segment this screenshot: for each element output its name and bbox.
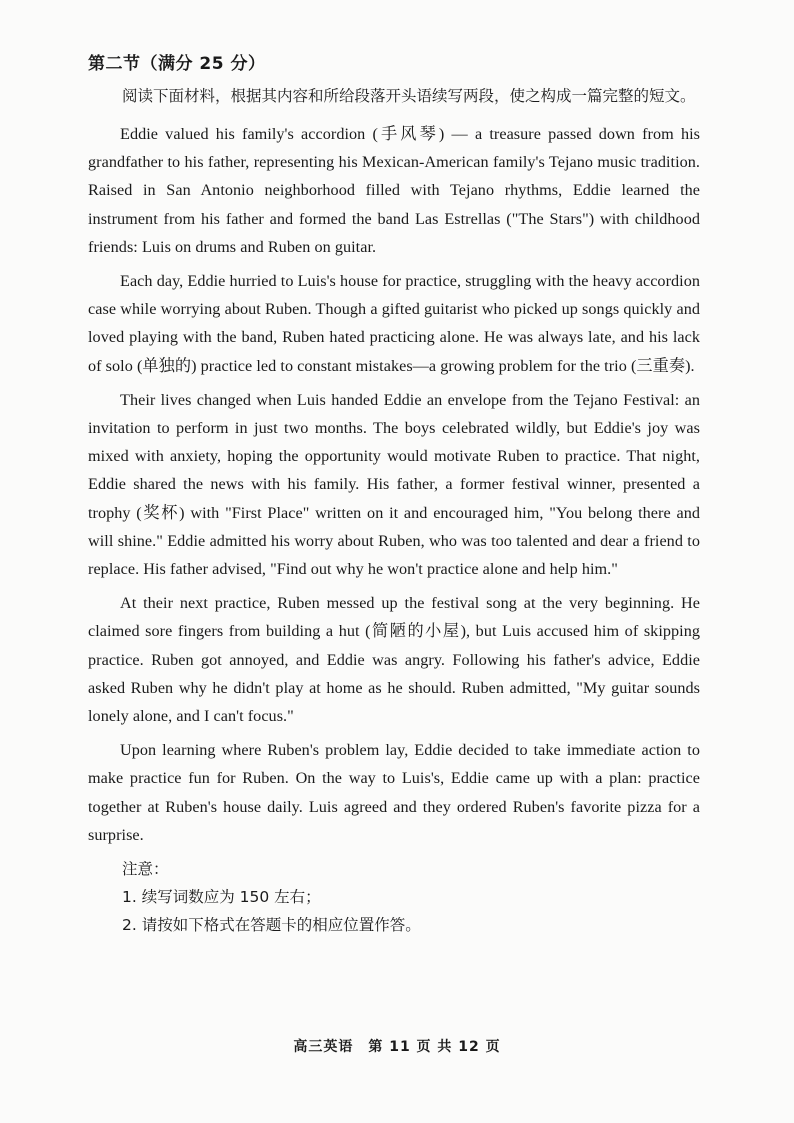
- passage-paragraph-4: At their next practice, Ruben messed up the festival song at the very beginning. He claimed sore fingers from building a hut (简陋的小屋), but Luis accused him of skipping practice. Ruben got annoyed, and Eddie was angry. Following his father's advice, Eddie asked Ruben why he didn't play at home as he should. Ruben admitted, "My guitar sounds lonely alone, and I can't focus.": [88, 594, 700, 726]
- notes-block: [88, 855, 700, 939]
- passage-paragraph-3: Their lives changed when Luis handed Eddie an envelope from the Tejano Festival: an invitation to perform in just two months. The boys celebrated wildly, but Eddie's joy was mixed with anxiety, hoping the opportunity would motivate Ruben to practice. That night, Eddie shared the news with his family. His father, a former festival winner, presented a trophy (奖杯) with "First Place" written on it and encouraged him, "You belong there and will shine." Eddie admitted his worry about Ruben, who was too talented and dear a friend to replace. His father advised, "Find out why he won't practice alone and help him.": [88, 390, 700, 579]
- page-content: [88, 50, 700, 939]
- notes-title: 注意：: [122, 860, 169, 879]
- passage-paragraph-1: Eddie valued his family's accordion (手风琴) — a treasure passed down from his grandfather to his father, representing his Mexican-American family's Tejano music tradition. Raised in San Antonio neighborhood filled with Tejano rhythms, Eddie learned the instrument from his father and formed the band Las Estrellas ("The Stars") with childhood friends: Luis on drums and Ruben on guitar.: [88, 125, 700, 256]
- section-title: 第二节（满分 25 分）: [88, 54, 266, 74]
- section-instruction: 阅读下面材料，根据其内容和所给段落开头语续写两段，使之构成一篇完整的短文。: [122, 87, 696, 105]
- passage-paragraph-5: Upon learning where Ruben's problem lay, Eddie decided to take immediate action to make practice fun for Ruben. On the way to Luis's, Eddie came up with a plan: practice together at Ruben's house daily. Luis agreed and they ordered Ruben's favorite pizza for a surprise.: [88, 741, 700, 844]
- note-item-1: 1. 续写词数应为 150 左右；: [122, 888, 321, 907]
- note-item-2: 2. 请按如下格式在答题卡的相应位置作答。: [122, 916, 421, 935]
- passage-paragraph-2: Each day, Eddie hurried to Luis's house for practice, struggling with the heavy accordion case while worrying about Ruben. Though a gifted guitarist who picked up songs quickly and loved playing with the band, Ruben hated practicing alone. He was always late, and his lack of solo (单独的) practice led to constant mistakes—a growing problem for the trio (三重奏).: [88, 272, 700, 375]
- page-footer: 高三英语 第 11 页 共 12 页: [293, 1039, 501, 1055]
